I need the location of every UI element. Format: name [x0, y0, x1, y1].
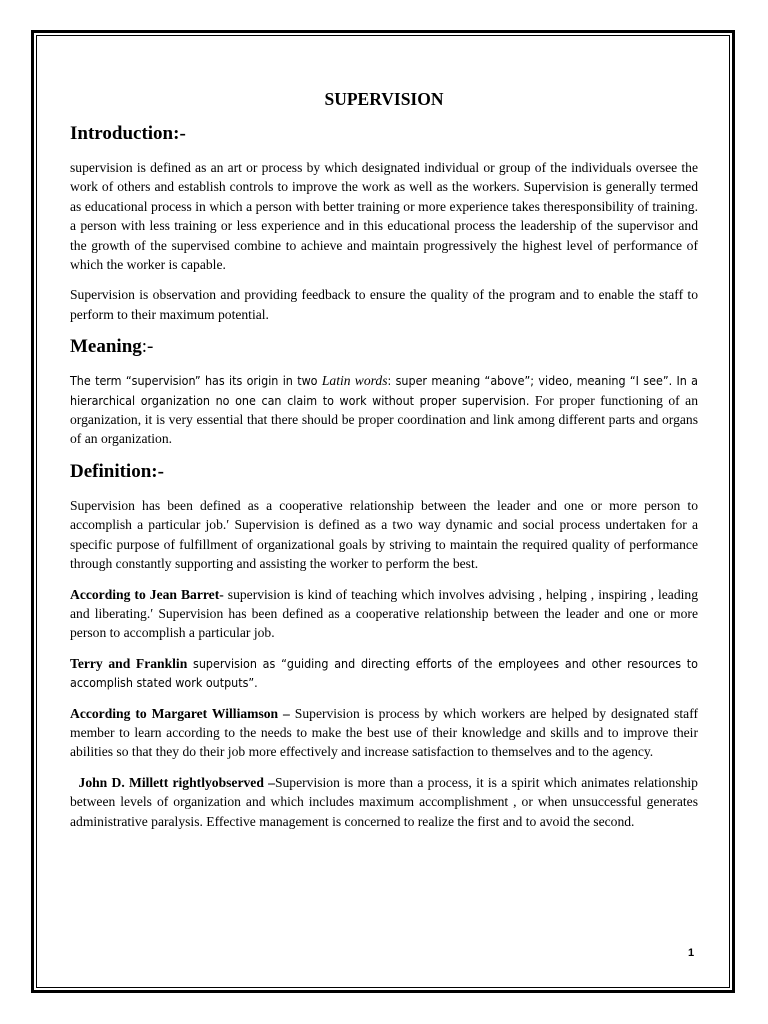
millett-paragraph: [70, 773, 698, 831]
millett-label: John D. Millett rightlyobserved –: [70, 774, 275, 790]
barret-text: supervision is kind of teaching which involves advising , helping , inspiring , leading and liberating.′ Supervision has been defined as a cooperative relationship between the leader and one or more person to accomplish a particular job.: [70, 586, 699, 641]
meaning-heading-text: Meaning: [70, 336, 142, 358]
introduction-paragraph-2: Supervision is observation and providing feedback to ensure the quality of the program and to enable the staff to perform to their maximum potential.: [70, 287, 698, 322]
definition-heading: Definition:-: [70, 460, 164, 482]
meaning-text-b: : super meaning “above”; video, meaning “I see”. In a hierarchical organization no one can claim to work without proper supervision.: [70, 373, 699, 408]
barret-paragraph: [70, 585, 698, 643]
definition-paragraph-1: Supervision has been defined as a cooperative relationship between the leader and one or more person to accomplish a particular job.′ Supervision is defined as a two way dynamic and social process undertaken for a specific purpose of fulfillment of organizational goals by striving to maintain the required quality of performance through constantly supporting and assisting the worker to perform the best.: [70, 497, 698, 572]
meaning-heading-suffix: :-: [141, 336, 154, 358]
williamson-text: Supervision is process by which workers are helped by designated staff member to learn according to the needs to make the best use of their knowledge and skills and to improve their abilities so that they do their job more effectively and increase satisfaction to themselves and to the agency.: [70, 705, 699, 760]
page-number: 1: [688, 947, 695, 959]
introduction-paragraph-1: supervision is defined as an art or process by which designated individual or group of the individuals oversee the work of others and establish controls to improve the work as well as the workers. Supervision is generally termed as educational process in which a person with better training or more experience takes theresponsibility of training. a person with less training or less experience and in this educational process the leadership of the supervisor and the growth of the supervised combine to achieve and maintain progressively the highest level of performance of which the worker is capable.: [70, 160, 698, 273]
document-title: SUPERVISION: [324, 89, 444, 109]
document-body: [70, 86, 698, 842]
terry-label: Terry and Franklin: [70, 655, 188, 671]
millett-text: Supervision is more than a process, it is a spirit which animates relationship between levels of organization and which includes maximum accomplishment , or when unsuccessful generates administrative paralysis. Effective management is concerned to realize the first and to avoid the second.: [70, 774, 698, 829]
meaning-text-a: The term “supervision” has its origin in two: [70, 373, 322, 389]
meaning-heading: [70, 335, 698, 359]
meaning-latin-words: Latin words: [321, 373, 388, 389]
meaning-text-c: For proper functioning of an organization, it is very essential that there should be proper coordination and link among different parts and organs of an organization.: [70, 392, 698, 447]
meaning-paragraph: [70, 371, 698, 449]
williamson-paragraph: [70, 704, 698, 762]
barret-label: According to Jean Barret-: [70, 586, 224, 602]
williamson-label: According to Margaret Williamson –: [70, 705, 290, 721]
terry-paragraph: [70, 654, 698, 693]
introduction-heading: Introduction:-: [70, 123, 186, 144]
terry-text: supervision as “guiding and directing efforts of the employees and other resources to accomplish stated work outputs”.: [70, 655, 698, 691]
